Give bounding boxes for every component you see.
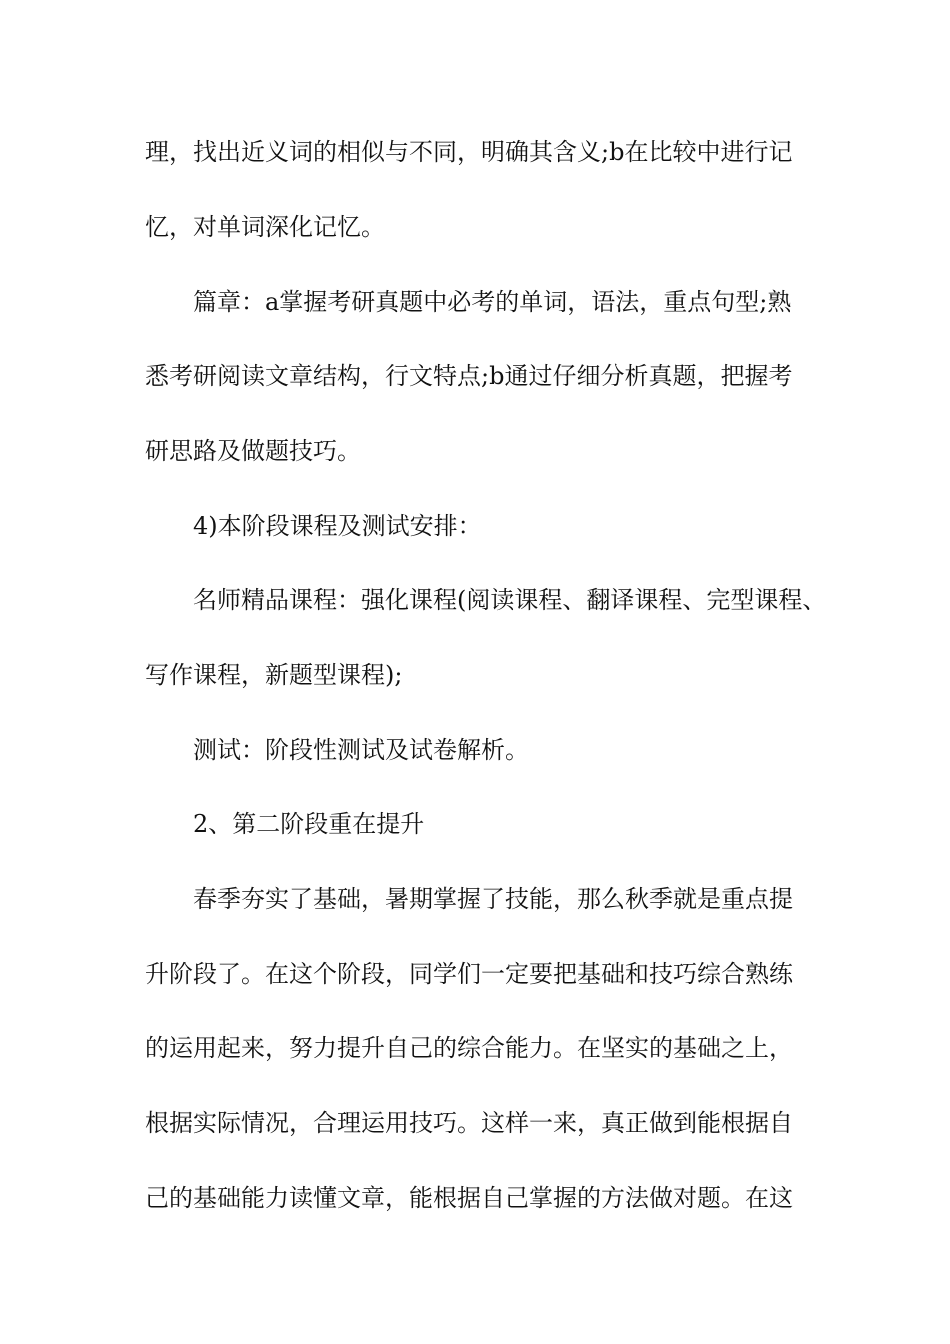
text-line: 忆，对单词深化记忆。 <box>145 213 385 241</box>
paragraph-start-line: 春季夯实了基础，暑期掌握了技能，那么秋季就是重点提 <box>193 885 793 913</box>
text-line: 研思路及做题技巧。 <box>145 437 361 465</box>
text-line: 写作课程，新题型课程); <box>145 661 403 689</box>
text-line: 的运用起来，努力提升自己的综合能力。在坚实的基础之上， <box>145 1034 793 1062</box>
paragraph-start-line: 测试：阶段性测试及试卷解析。 <box>193 736 529 764</box>
text-line: 悉考研阅读文章结构，行文特点;b通过仔细分析真题，把握考 <box>145 362 793 390</box>
paragraph-start-line: 名师精品课程：强化课程(阅读课程、翻译课程、完型课程、 <box>193 586 827 614</box>
text-line: 己的基础能力读懂文章，能根据自己掌握的方法做对题。在这 <box>145 1184 793 1212</box>
section-heading: 4)本阶段课程及测试安排： <box>193 512 482 540</box>
text-line: 升阶段了。在这个阶段，同学们一定要把基础和技巧综合熟练 <box>145 960 793 988</box>
text-line: 理，找出近义词的相似与不同，明确其含义;b在比较中进行记 <box>145 138 793 166</box>
text-line: 根据实际情况，合理运用技巧。这样一来，真正做到能根据自 <box>145 1109 793 1137</box>
section-heading: 2、第二阶段重在提升 <box>193 810 425 838</box>
paragraph-start-line: 篇章：a掌握考研真题中必考的单词，语法，重点句型;熟 <box>193 288 792 316</box>
